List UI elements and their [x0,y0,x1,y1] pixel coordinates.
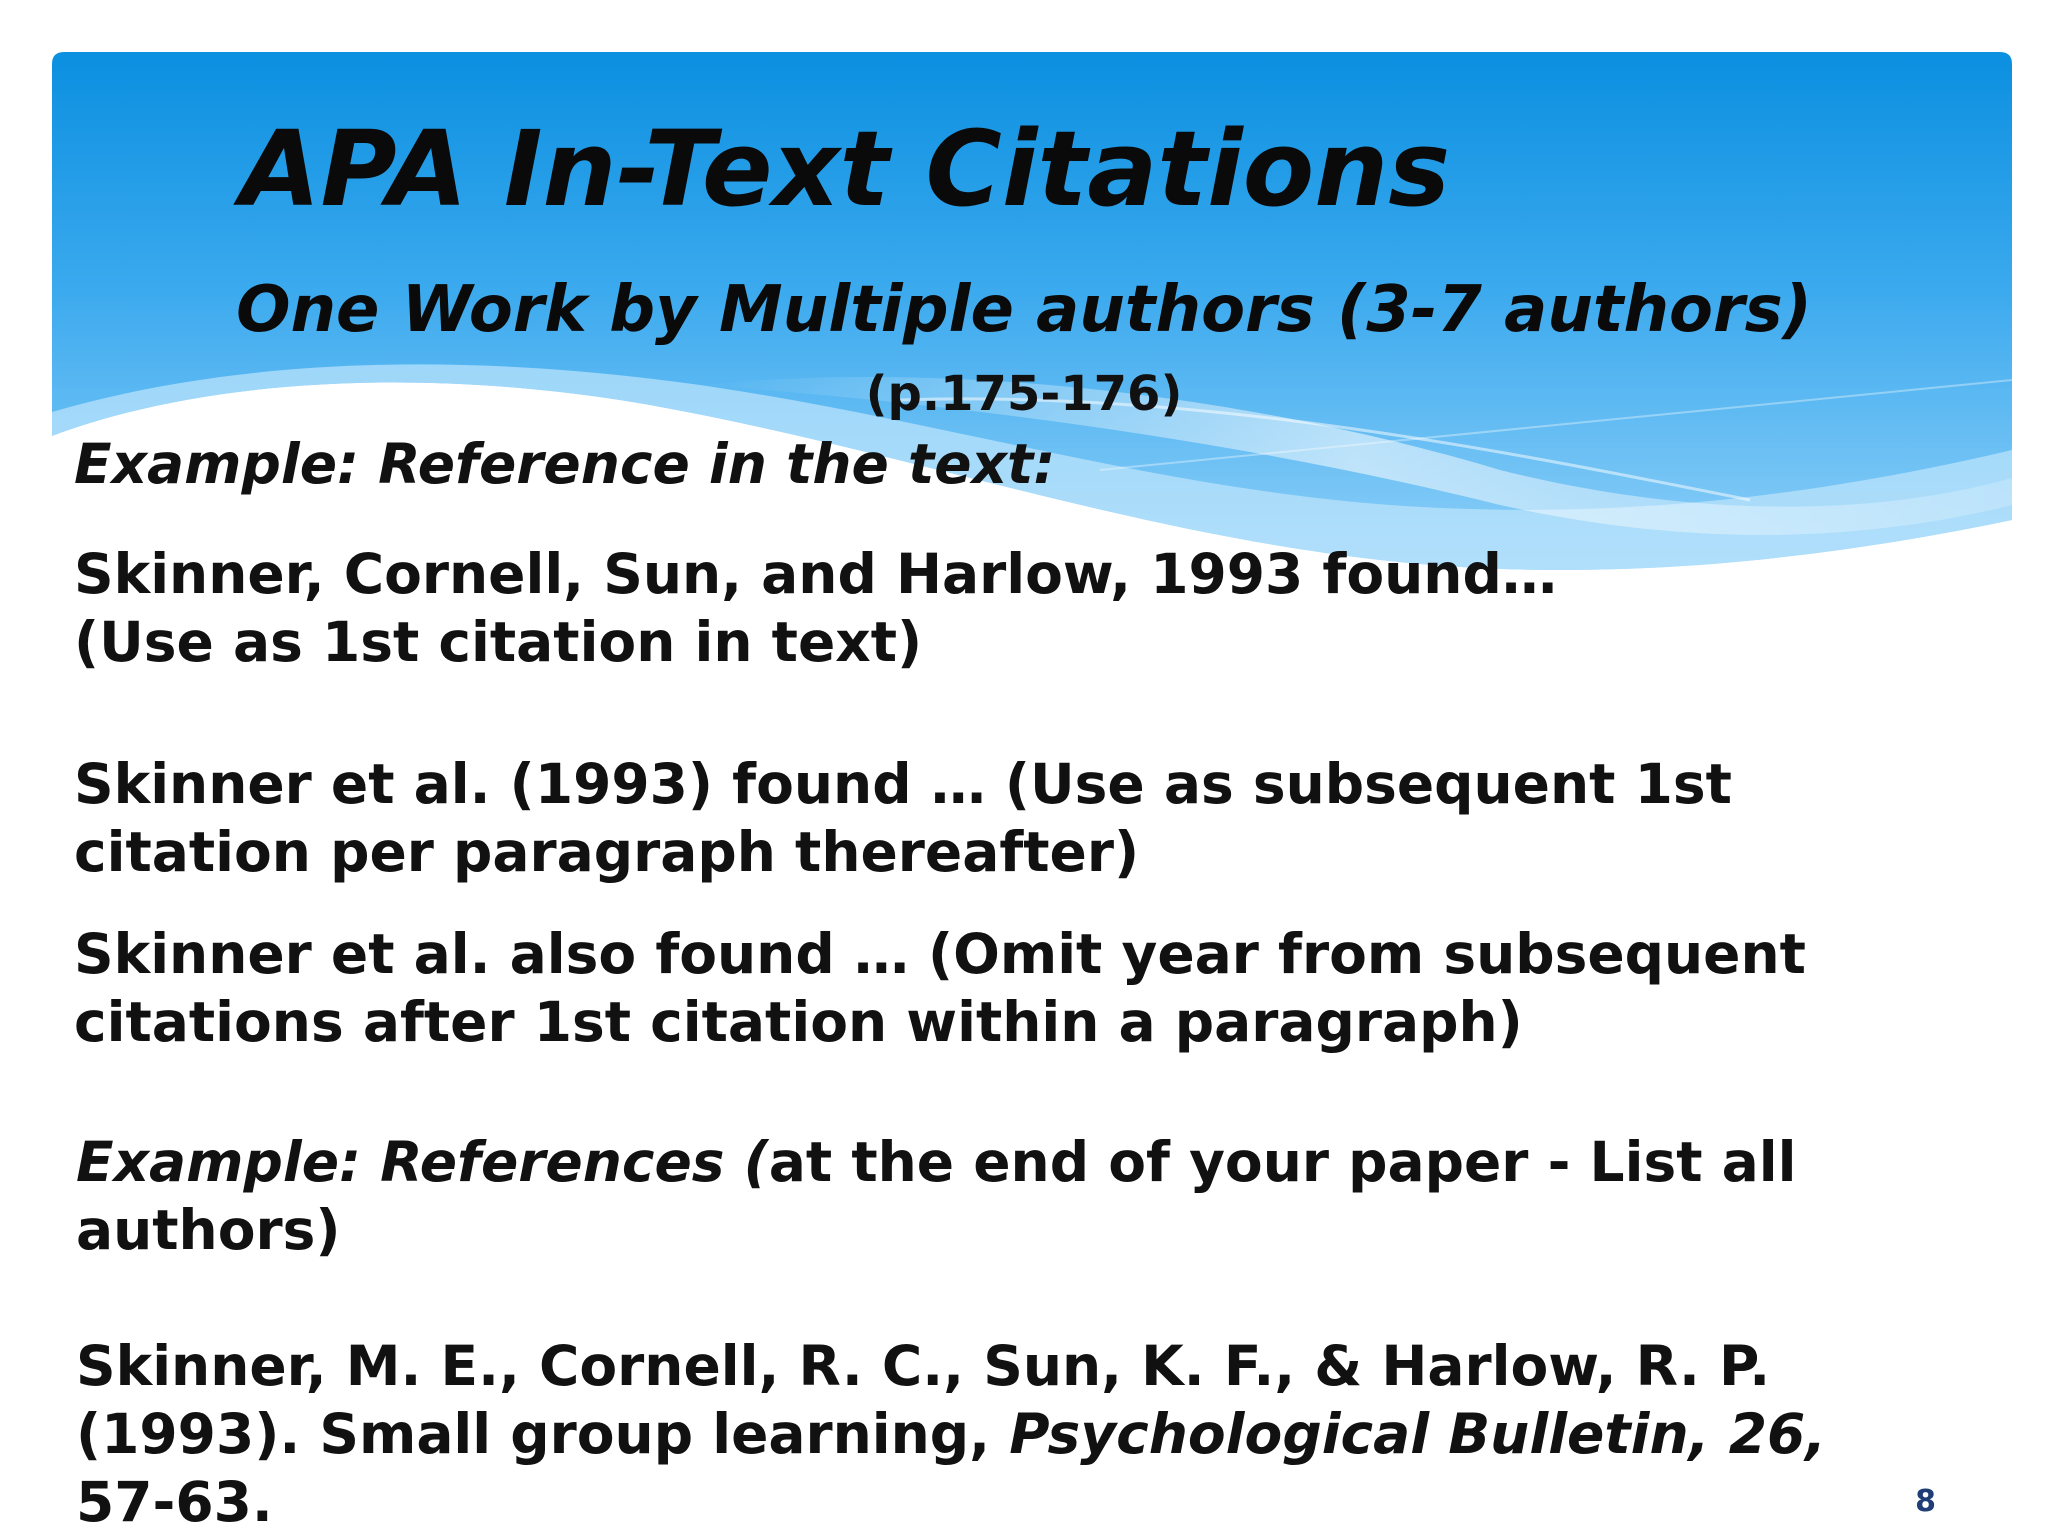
reference-year-title: (1993). Small group learning, [76,1402,1010,1466]
reference-entry [76,1332,1976,1536]
slide-number: 8 [1915,1484,1936,1519]
reference-authors: Skinner, M. E., Cornell, R. C., Sun, K. F., & Harlow, R. P. [76,1334,1771,1398]
citation-line: Skinner et al. (1993) found … (Use as subsequent 1st [74,752,1732,816]
references-example-text: at the end of your paper - List all [768,1130,1797,1194]
citation-entry [74,540,1974,676]
reference-pages: 57-63. [76,1470,273,1534]
citation-line: Skinner et al. also found … (Omit year from subsequent [74,922,1806,986]
example-label: Example: Reference in the text: [74,432,1056,496]
slide-title: APA In-Text Citations [240,108,1451,230]
citation-note: citations after 1st citation within a paragraph) [74,990,1523,1054]
slide-subtitle: One Work by Multiple authors (3-7 authors) [236,273,1812,347]
citation-note: citation per paragraph thereafter) [74,820,1140,884]
citation-line: Skinner, Cornell, Sun, and Harlow, 1993 found… [74,542,1557,606]
citation-entry [74,750,1974,886]
references-example-label: Example: References ( [76,1130,769,1194]
references-example-text: authors) [76,1198,341,1262]
reference-journal: Psychological Bulletin, 26, [1009,1402,1827,1466]
page-reference: (p.175-176) [865,366,1183,422]
references-example [76,1128,1976,1264]
citation-entry [74,920,1974,1056]
citation-note: (Use as 1st citation in text) [74,610,923,674]
